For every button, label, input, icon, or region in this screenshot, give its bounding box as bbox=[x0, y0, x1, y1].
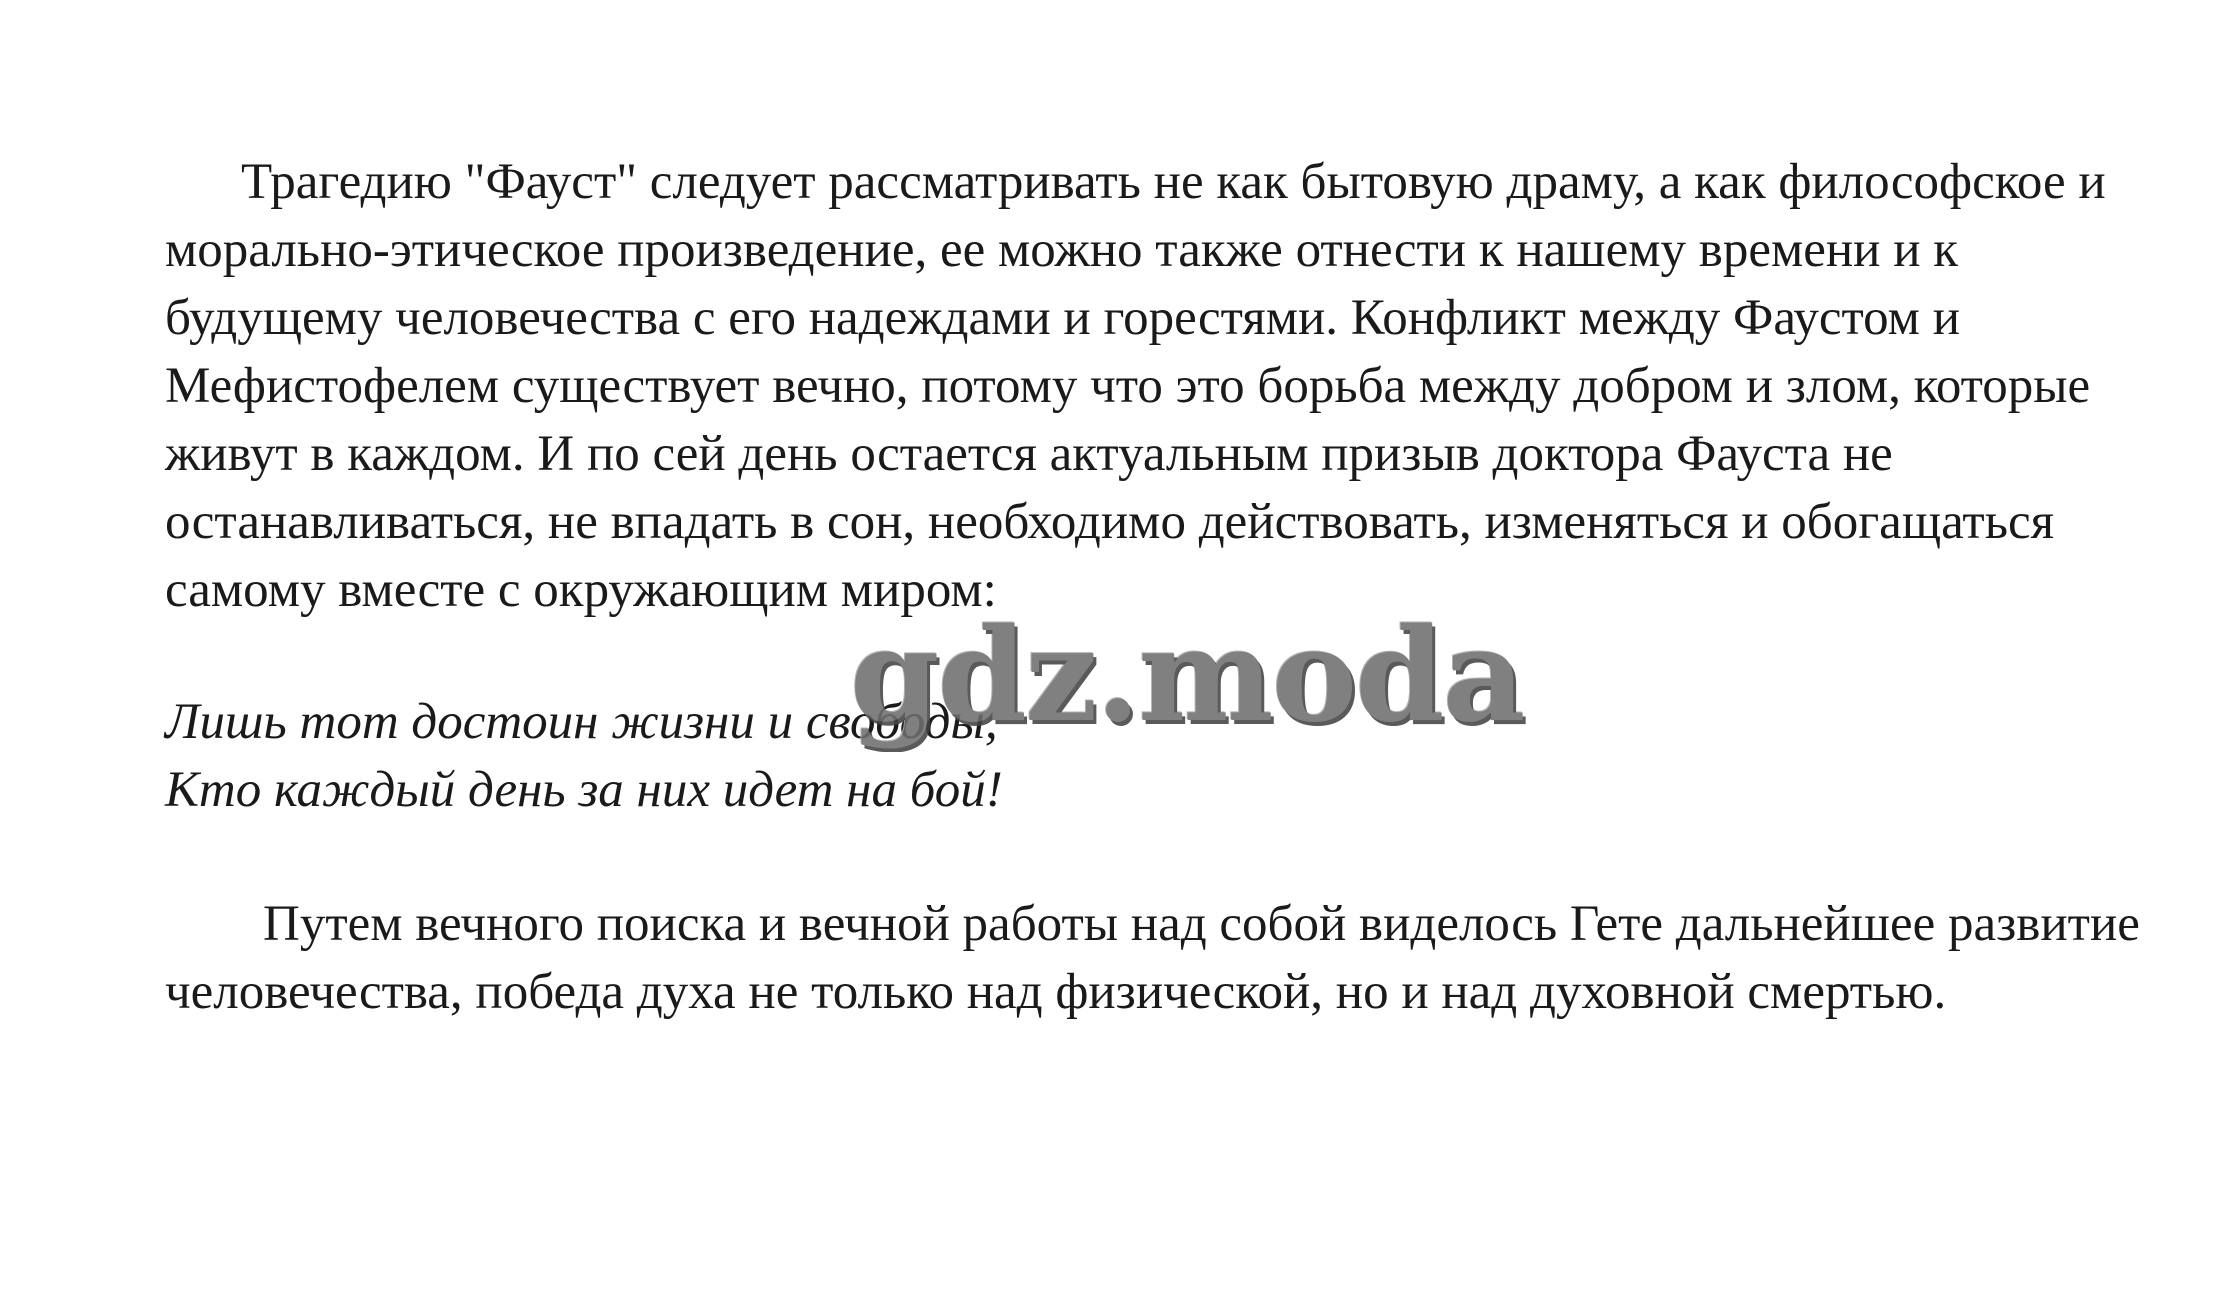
paragraph-2: Путем вечного поиска и вечной работы над собой виделось Гете дальнейшее развитие человечества, победа духа не только над физической, но и над духовной смертью. bbox=[165, 896, 2140, 1020]
document-body bbox=[165, 148, 2145, 1026]
poem-line-1: Лишь тот достоин жизни и свободы, bbox=[165, 694, 998, 750]
poem-quote bbox=[165, 688, 2145, 824]
paragraph-1: Трагедию "Фауст" следует рассматривать не как бытовую драму, а как философское и морально-этическое произведение, ее можно также отнести к нашему времени и к будущему человечества с его надеждами и горестями. Конфликт между Фаустом и Мефистофелем существует вечно, потому что это борьба между добром и злом, которые живут в каждом. И по сей день остается актуальным призыв доктора Фауста не останавливаться, не впадать в сон, необходимо действовать, изменяться и обогащаться самому вместе с окружающим миром: bbox=[165, 154, 2106, 618]
poem-line-2: Кто каждый день за них идет на бой! bbox=[165, 762, 1003, 818]
watermark-logo: gdz.moda bbox=[850, 601, 1524, 751]
